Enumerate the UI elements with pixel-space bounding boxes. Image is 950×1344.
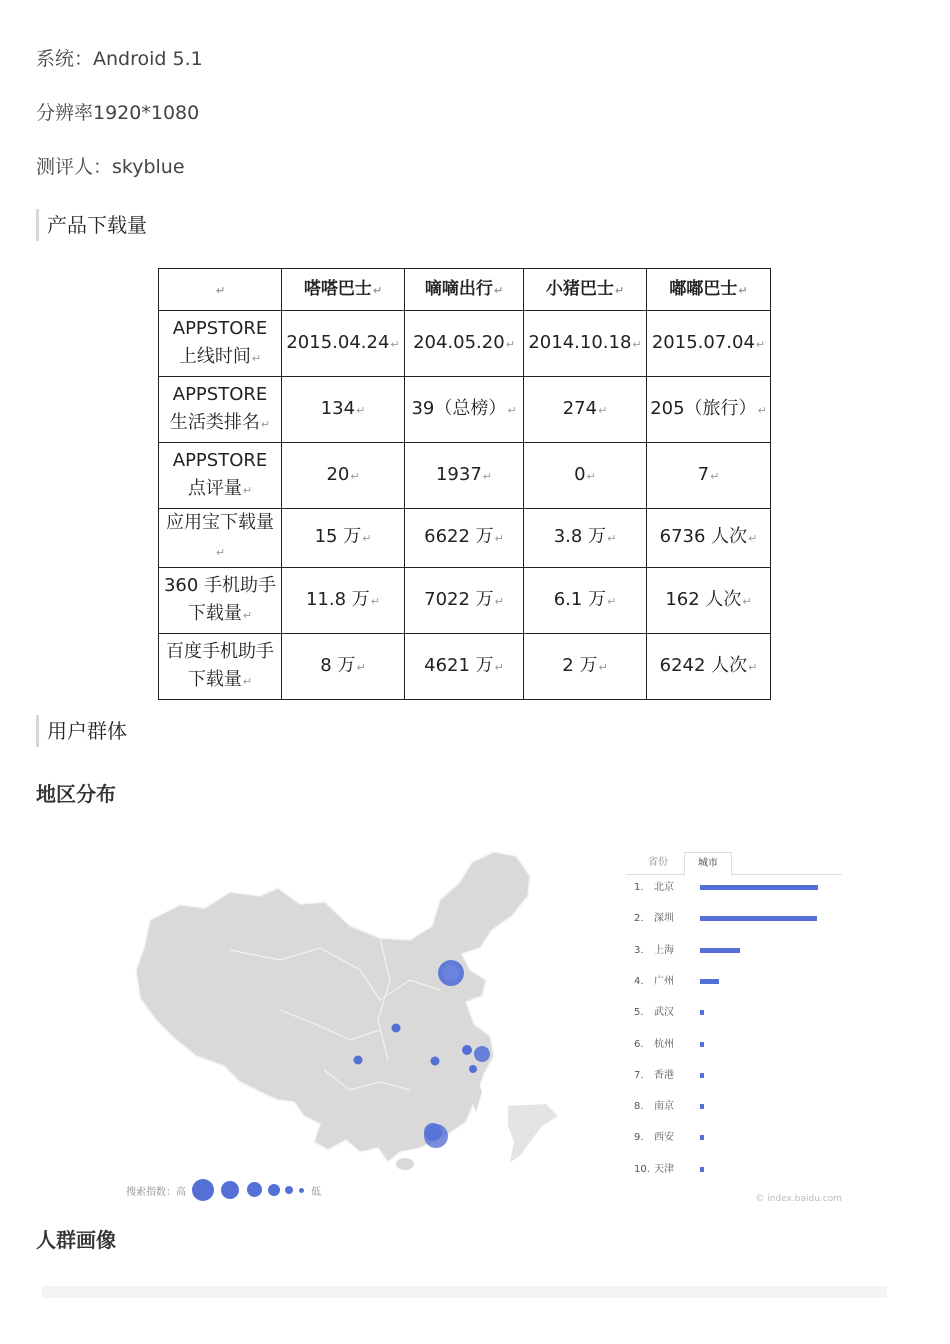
resolution-line: 分辨率1920*1080	[36, 102, 200, 124]
ranking-row	[626, 1131, 842, 1145]
ranking-number: 7.	[634, 1069, 644, 1081]
table-cell: 7↵	[647, 443, 771, 509]
ranking-city: 广州	[654, 975, 674, 987]
ranking-number: 3.	[634, 944, 644, 956]
ranking-bar	[700, 1073, 704, 1078]
table-cell: 8 万↵	[282, 634, 405, 700]
ranking-row	[626, 1069, 842, 1083]
table-cell: 274↵	[524, 377, 647, 443]
row-label: 应用宝下载量↵	[159, 509, 282, 568]
ranking-city: 杭州	[654, 1038, 674, 1050]
table-cell: 6.1 万↵	[524, 568, 647, 634]
legend-high-label: 搜索指数：高	[126, 1187, 186, 1198]
table-row	[159, 377, 771, 443]
table-cell: 2015.07.04↵	[647, 311, 771, 377]
ranking-city: 北京	[654, 882, 674, 893]
legend-dot	[268, 1184, 280, 1196]
table-cell: 11.8 万↵	[282, 568, 405, 634]
ranking-number: 2.	[634, 913, 644, 925]
table-row	[159, 568, 771, 634]
table-cell: 15 万↵	[282, 509, 405, 568]
ranking-bar	[700, 979, 719, 984]
table-cell: 7022 万↵	[405, 568, 524, 634]
row-label: 360 手机助手 下载量↵	[159, 568, 282, 634]
ranking-city: 上海	[654, 944, 674, 956]
legend-dot	[221, 1181, 239, 1199]
table-cell: 4621 万↵	[405, 634, 524, 700]
table-cell: 1937↵	[405, 443, 524, 509]
ranking-bar	[700, 1104, 704, 1109]
section-downloads: 产品下载量	[36, 209, 147, 241]
legend-dot	[247, 1182, 262, 1197]
table-row	[159, 634, 771, 700]
row-label: 百度手机助手 下载量↵	[159, 634, 282, 700]
ranking-bar	[700, 1010, 704, 1015]
ranking-row	[626, 881, 842, 895]
ranking-city: 深圳	[654, 913, 674, 925]
china-map-shape	[110, 830, 610, 1210]
ranking-city: 武汉	[654, 1007, 674, 1019]
portrait-panel-top	[42, 1286, 887, 1298]
ranking-bar	[700, 948, 740, 953]
system-line: 系统：Android 5.1	[36, 48, 203, 70]
heading-portrait: 人群画像	[36, 1228, 116, 1252]
ranking-row	[626, 1100, 842, 1114]
ranking-bar	[700, 885, 818, 890]
header-cell: 小猪巴士↵	[524, 269, 647, 311]
table-cell: 0↵	[524, 443, 647, 509]
city-ranking-panel	[626, 848, 842, 1208]
ranking-bar	[700, 916, 817, 921]
credit-text: © index.baidu.com	[755, 1194, 842, 1204]
ranking-city: 南京	[654, 1101, 674, 1113]
table-cell: 6242 人次↵	[647, 634, 771, 700]
header-cell: 嗒嗒巴士↵	[282, 269, 405, 311]
ranking-number: 6.	[634, 1038, 644, 1050]
ranking-city: 西安	[654, 1132, 674, 1144]
row-label: APPSTORE 生活类排名↵	[159, 377, 282, 443]
table-cell: 134↵	[282, 377, 405, 443]
ranking-row	[626, 1038, 842, 1052]
ranking-row	[626, 912, 842, 926]
ranking-number: 10.	[634, 1163, 650, 1175]
download-table	[158, 268, 770, 690]
table-cell: 162 人次↵	[647, 568, 771, 634]
reviewer-line: 测评人：skyblue	[36, 156, 185, 178]
table-cell: 204.05.20↵	[405, 311, 524, 377]
table-row	[159, 311, 771, 377]
ranking-number: 4.	[634, 975, 644, 987]
ranking-city: 香港	[654, 1069, 674, 1081]
heading-region: 地区分布	[36, 782, 116, 806]
ranking-bar	[700, 1042, 704, 1047]
ranking-row	[626, 1006, 842, 1020]
table-header-row	[159, 269, 771, 311]
header-cell: 嘀嘀出行↵	[405, 269, 524, 311]
section-users: 用户群体	[36, 715, 127, 747]
table-cell: 2014.10.18↵	[524, 311, 647, 377]
ranking-number: 1.	[634, 882, 644, 893]
table-cell: 3.8 万↵	[524, 509, 647, 568]
legend-dot	[192, 1179, 214, 1201]
ranking-tabs	[626, 848, 842, 875]
legend-low-label: 低	[311, 1187, 321, 1198]
region-map	[110, 830, 610, 1210]
table-cell: 2015.04.24↵	[282, 311, 405, 377]
tab-province[interactable]: 省份	[648, 857, 668, 868]
ranking-bar	[700, 1135, 704, 1140]
legend-dot	[299, 1188, 304, 1193]
ranking-row	[626, 944, 842, 958]
table-cell: 39（总榜）↵	[405, 377, 524, 443]
table-cell: 6622 万↵	[405, 509, 524, 568]
ranking-city: 天津	[654, 1163, 674, 1175]
tab-city[interactable]: 城市	[684, 852, 732, 876]
table-cell: 2 万↵	[524, 634, 647, 700]
ranking-row	[626, 975, 842, 989]
row-label: APPSTORE 点评量↵	[159, 443, 282, 509]
header-cell-empty: ↵	[159, 269, 282, 311]
table-cell: 205（旅行）↵	[647, 377, 771, 443]
ranking-row	[626, 1163, 842, 1177]
ranking-bar	[700, 1167, 704, 1172]
ranking-number: 9.	[634, 1132, 644, 1144]
ranking-number: 5.	[634, 1007, 644, 1019]
table-row	[159, 509, 771, 568]
table-cell: 6736 人次↵	[647, 509, 771, 568]
header-cell: 嘟嘟巴士↵	[647, 269, 771, 311]
legend-dot	[285, 1186, 293, 1194]
row-label: APPSTORE 上线时间↵	[159, 311, 282, 377]
table-row	[159, 443, 771, 509]
ranking-number: 8.	[634, 1101, 644, 1113]
table-cell: 20↵	[282, 443, 405, 509]
